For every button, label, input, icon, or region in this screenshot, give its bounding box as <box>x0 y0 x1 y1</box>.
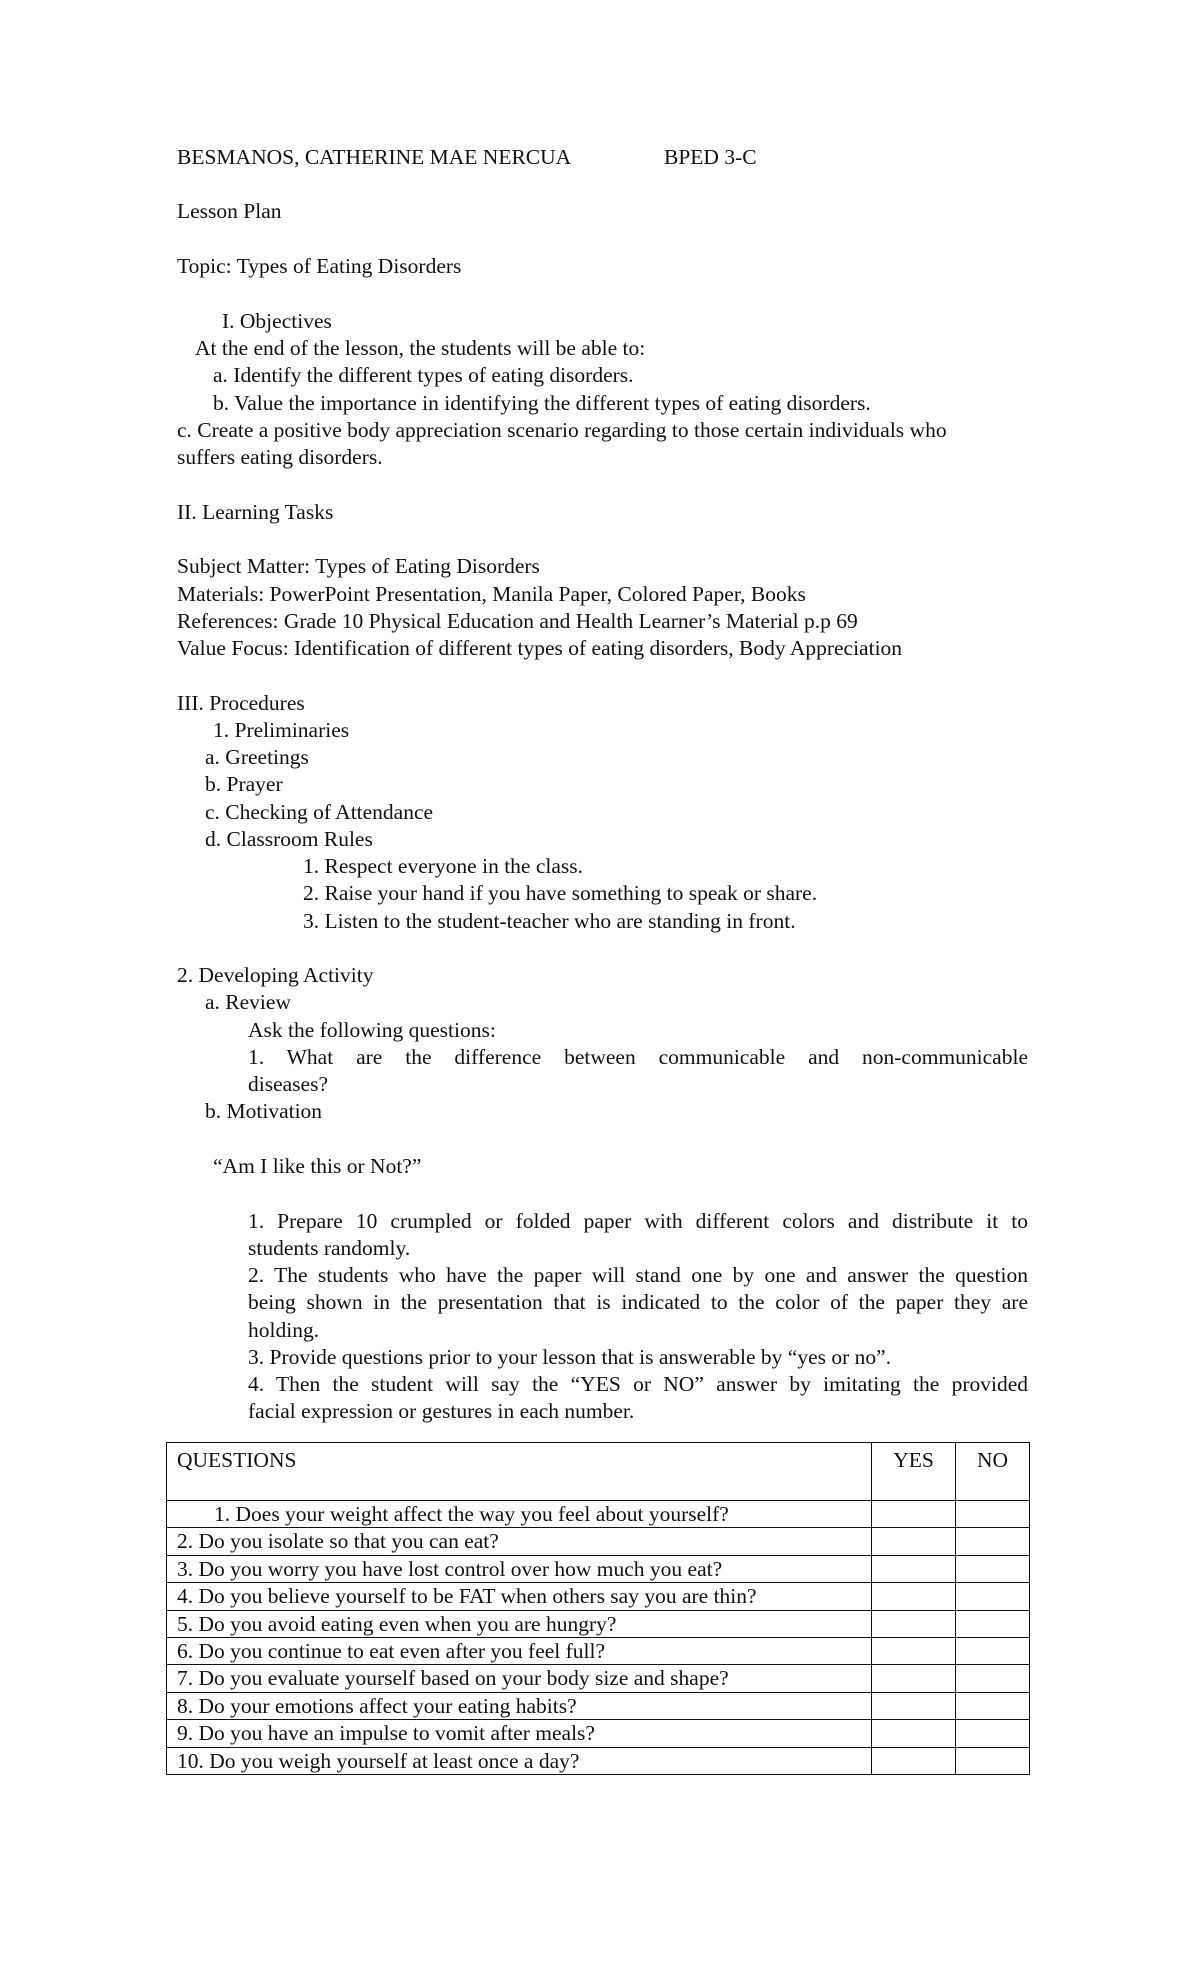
motivation-heading: b. Motivation <box>205 1099 323 1123</box>
question-cell: 2. Do you isolate so that you can eat? <box>167 1528 872 1555</box>
materials: Materials: PowerPoint Presentation, Manila Paper, Colored Paper, Books <box>177 582 806 606</box>
table-row <box>167 1555 1030 1582</box>
step-3: 3. Provide questions prior to your lesson that is answerable by “yes or no”. <box>248 1345 892 1369</box>
doc-type: Lesson Plan <box>177 199 282 223</box>
yes-cell[interactable] <box>872 1583 956 1610</box>
ask-questions: Ask the following questions: <box>248 1018 496 1042</box>
no-cell[interactable] <box>956 1583 1030 1610</box>
objective-c-line2: suffers eating disorders. <box>177 445 383 469</box>
objectives-heading: I. Objectives <box>222 309 332 333</box>
question-cell: 4. Do you believe yourself to be FAT when others say you are thin? <box>167 1583 872 1610</box>
table-row <box>167 1501 1030 1528</box>
value-focus: Value Focus: Identification of different types of eating disorders, Body Appreciation <box>177 636 903 660</box>
yes-cell[interactable] <box>872 1665 956 1692</box>
objective-a: a. Identify the different types of eating disorders. <box>213 363 634 387</box>
yes-cell[interactable] <box>872 1528 956 1555</box>
no-cell[interactable] <box>956 1720 1030 1747</box>
step-2-line2: being shown in the presentation that is indicated to the color of the paper they are <box>248 1290 1028 1314</box>
rule-3: 3. Listen to the student-teacher who are standing in front. <box>303 909 796 933</box>
objectives-intro: At the end of the lesson, the students will be able to: <box>195 336 646 360</box>
no-cell[interactable] <box>956 1528 1030 1555</box>
step-2-line1: 2. The students who have the paper will stand one by one and answer the question <box>248 1263 1028 1287</box>
preliminaries: 1. Preliminaries <box>213 718 350 742</box>
rule-2: 2. Raise your hand if you have something to speak or share. <box>303 881 818 905</box>
step-4-line1: 4. Then the student will say the “YES or NO” answer by imitating the provided <box>248 1372 1028 1396</box>
review-question-1-line2: diseases? <box>248 1072 328 1096</box>
no-cell[interactable] <box>956 1747 1030 1774</box>
game-title: “Am I like this or Not?” <box>213 1154 422 1178</box>
table-row <box>167 1583 1030 1610</box>
header-questions: QUESTIONS <box>167 1443 872 1501</box>
attendance: c. Checking of Attendance <box>205 800 434 824</box>
table-row <box>167 1528 1030 1555</box>
step-2-line3: holding. <box>248 1318 320 1342</box>
student-name: BESMANOS, CATHERINE MAE NERCUA <box>177 145 572 169</box>
greetings: a. Greetings <box>205 745 309 769</box>
classroom-rules-heading: d. Classroom Rules <box>205 827 373 851</box>
no-cell[interactable] <box>956 1637 1030 1664</box>
review-question-1-line1: 1. What are the difference between communicable and non-communicable <box>248 1045 1028 1069</box>
table-row <box>167 1747 1030 1774</box>
question-cell: 9. Do you have an impulse to vomit after meals? <box>167 1720 872 1747</box>
no-cell[interactable] <box>956 1555 1030 1582</box>
prayer: b. Prayer <box>205 772 283 796</box>
section-label: BPED 3-C <box>664 145 757 169</box>
table-row <box>167 1665 1030 1692</box>
question-cell: 1. Does your weight affect the way you feel about yourself? <box>167 1501 872 1528</box>
question-cell: 10. Do you weigh yourself at least once a day? <box>167 1747 872 1774</box>
yes-cell[interactable] <box>872 1610 956 1637</box>
no-cell[interactable] <box>956 1692 1030 1719</box>
questions-table <box>166 1442 1030 1775</box>
question-cell: 7. Do you evaluate yourself based on your body size and shape? <box>167 1665 872 1692</box>
no-cell[interactable] <box>956 1665 1030 1692</box>
step-1-line2: students randomly. <box>248 1236 411 1260</box>
yes-cell[interactable] <box>872 1747 956 1774</box>
no-cell[interactable] <box>956 1610 1030 1637</box>
table-header-row <box>167 1443 1030 1501</box>
topic-line: Topic: Types of Eating Disorders <box>177 254 462 278</box>
objective-b: b. Value the importance in identifying the different types of eating disorders. <box>213 391 871 415</box>
developing-activity: 2. Developing Activity <box>177 963 374 987</box>
step-1-line1: 1. Prepare 10 crumpled or folded paper with different colors and distribute it to <box>248 1209 1028 1233</box>
yes-cell[interactable] <box>872 1501 956 1528</box>
review-heading: a. Review <box>205 990 291 1014</box>
table-row <box>167 1637 1030 1664</box>
objective-c-line1: c. Create a positive body appreciation scenario regarding to those certain individuals who <box>177 418 947 442</box>
learning-tasks-heading: II. Learning Tasks <box>177 500 334 524</box>
yes-cell[interactable] <box>872 1555 956 1582</box>
rule-1: 1. Respect everyone in the class. <box>303 854 584 878</box>
yes-cell[interactable] <box>872 1720 956 1747</box>
table-row <box>167 1610 1030 1637</box>
question-cell: 3. Do you worry you have lost control over how much you eat? <box>167 1555 872 1582</box>
header-no: NO <box>956 1443 1030 1501</box>
question-cell: 5. Do you avoid eating even when you are hungry? <box>167 1610 872 1637</box>
subject-matter: Subject Matter: Types of Eating Disorders <box>177 554 540 578</box>
yes-cell[interactable] <box>872 1637 956 1664</box>
references: References: Grade 10 Physical Education and Health Learner’s Material p.p 69 <box>177 609 858 633</box>
header-yes: YES <box>872 1443 956 1501</box>
no-cell[interactable] <box>956 1501 1030 1528</box>
question-cell: 8. Do your emotions affect your eating habits? <box>167 1692 872 1719</box>
step-4-line2: facial expression or gestures in each number. <box>248 1399 635 1423</box>
yes-cell[interactable] <box>872 1692 956 1719</box>
table-row <box>167 1692 1030 1719</box>
question-cell: 6. Do you continue to eat even after you feel full? <box>167 1637 872 1664</box>
procedures-heading: III. Procedures <box>177 691 305 715</box>
table-row <box>167 1720 1030 1747</box>
